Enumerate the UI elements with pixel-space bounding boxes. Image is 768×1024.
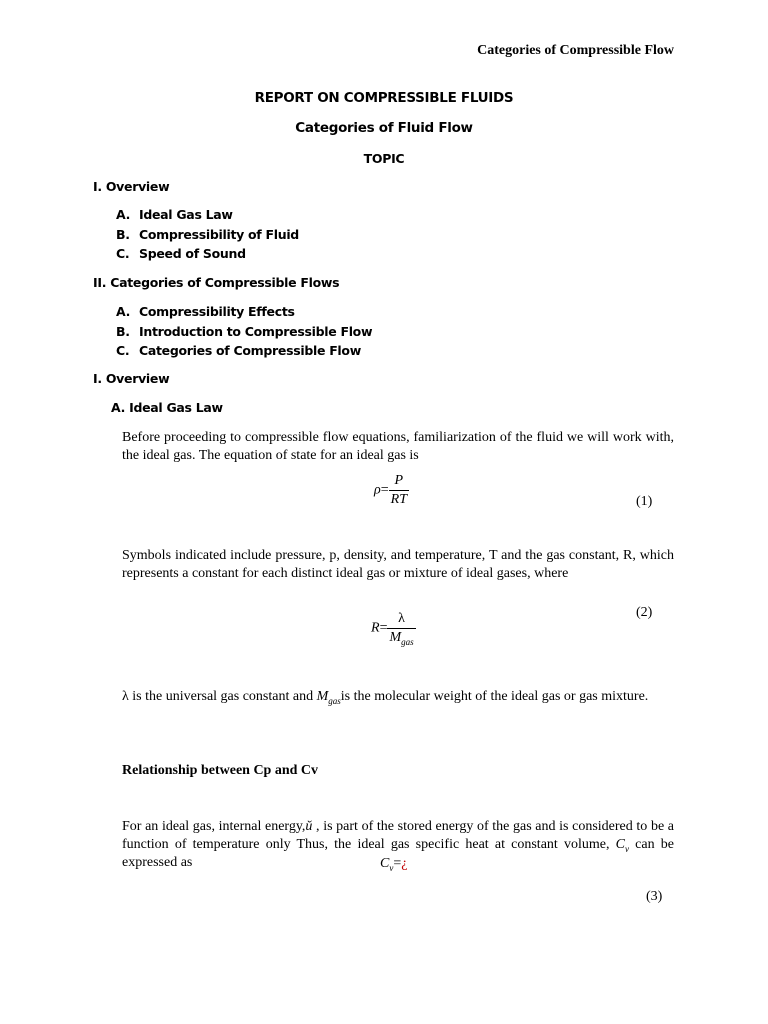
equation-equals: = (380, 482, 389, 498)
outline-item (116, 302, 372, 322)
denominator-symbol: M (389, 630, 402, 645)
list-marker: B. (116, 323, 130, 339)
list-marker: C. (116, 343, 130, 358)
symbol-c: C (615, 837, 625, 852)
fraction-numerator: P (389, 473, 409, 491)
symbol-u: ŭ (305, 819, 313, 834)
equation-lhs-subscript: v (389, 863, 394, 873)
outline-item-label: Compressibility of Fluid (139, 226, 299, 242)
list-marker: A. (116, 207, 131, 222)
equation-fraction (387, 611, 415, 646)
symbol-m: M (316, 689, 329, 704)
paragraph-symbols: Symbols indicated include pressure, p, density, and temperature, T and the gas constant, R, which represents a constant for each distinct ideal gas or mixture of ideal gases, where (122, 548, 674, 581)
paragraph-part-1: For an ideal gas, internal energy, (122, 819, 306, 834)
outline-item (116, 322, 372, 342)
subsection-heading: A. Ideal Gas Law (111, 400, 223, 415)
equation-number: (1) (636, 494, 653, 509)
paragraph-part-3: can be expressed as (122, 837, 674, 870)
equation-fraction (389, 473, 409, 508)
list-marker: B. (116, 226, 130, 242)
outline-list-overview (116, 205, 299, 264)
report-title: REPORT ON COMPRESSIBLE FLUIDS (254, 90, 514, 106)
report-subtitle: Categories of Fluid Flow (295, 120, 473, 136)
equation-rhs-placeholder: ¿ (401, 856, 408, 871)
outline-item-label: Ideal Gas Law (139, 207, 233, 222)
paragraph-part-2: , is part of the stored energy of the gas and is considered to be a function of temperature only Thus, the ideal gas specific heat at constant volume, (122, 819, 675, 852)
paragraph-intro: Before proceeding to compressible flow equations, familiarization of the fluid we will work with, the ideal gas. The equation of state for an ideal gas is (122, 430, 674, 463)
outline-item (116, 244, 299, 264)
list-marker: C. (116, 246, 130, 261)
equation-equals: = (379, 620, 388, 636)
topic-label: TOPIC (363, 151, 405, 166)
paragraph-lead: λ is the universal gas constant and (122, 689, 317, 704)
outline-item-label: Categories of Compressible Flow (139, 343, 361, 358)
denominator-subscript: gas (401, 637, 414, 647)
equation-lhs: C (380, 856, 390, 871)
equation-equals: = (393, 856, 402, 871)
outline-list-categories (116, 302, 372, 361)
outline-heading-categories: II. Categories of Compressible Flows (93, 275, 340, 290)
outline-heading-overview: I. Overview (93, 179, 170, 194)
relationship-heading: Relationship between Cp and Cv (122, 763, 319, 778)
equation-3 (380, 856, 407, 872)
equation-number: (3) (646, 889, 663, 904)
equation-lhs: ρ (374, 482, 381, 498)
outline-item-label: Speed of Sound (139, 246, 246, 261)
symbol-m-subscript: gas (328, 696, 341, 706)
symbol-c-subscript: v (624, 844, 629, 854)
outline-item-label: Compressibility Effects (139, 304, 295, 319)
equation-number: (2) (636, 605, 653, 620)
equation-2 (371, 611, 416, 646)
fraction-denominator (387, 629, 415, 646)
outline-item (116, 341, 372, 361)
paragraph-universal-constant (122, 688, 674, 706)
fraction-denominator: RT (390, 492, 407, 507)
outline-item-label: Introduction to Compressible Flow (139, 323, 373, 339)
paragraph-tail: is the molecular weight of the ideal gas or gas mixture. (340, 689, 649, 704)
list-marker: A. (116, 304, 131, 319)
equation-lhs: R (371, 620, 380, 636)
running-header: Categories of Compressible Flow (477, 43, 674, 58)
equation-1 (374, 473, 409, 508)
outline-item (116, 225, 299, 245)
outline-item (116, 205, 299, 225)
section-heading: I. Overview (93, 371, 170, 386)
fraction-numerator: λ (387, 611, 415, 629)
